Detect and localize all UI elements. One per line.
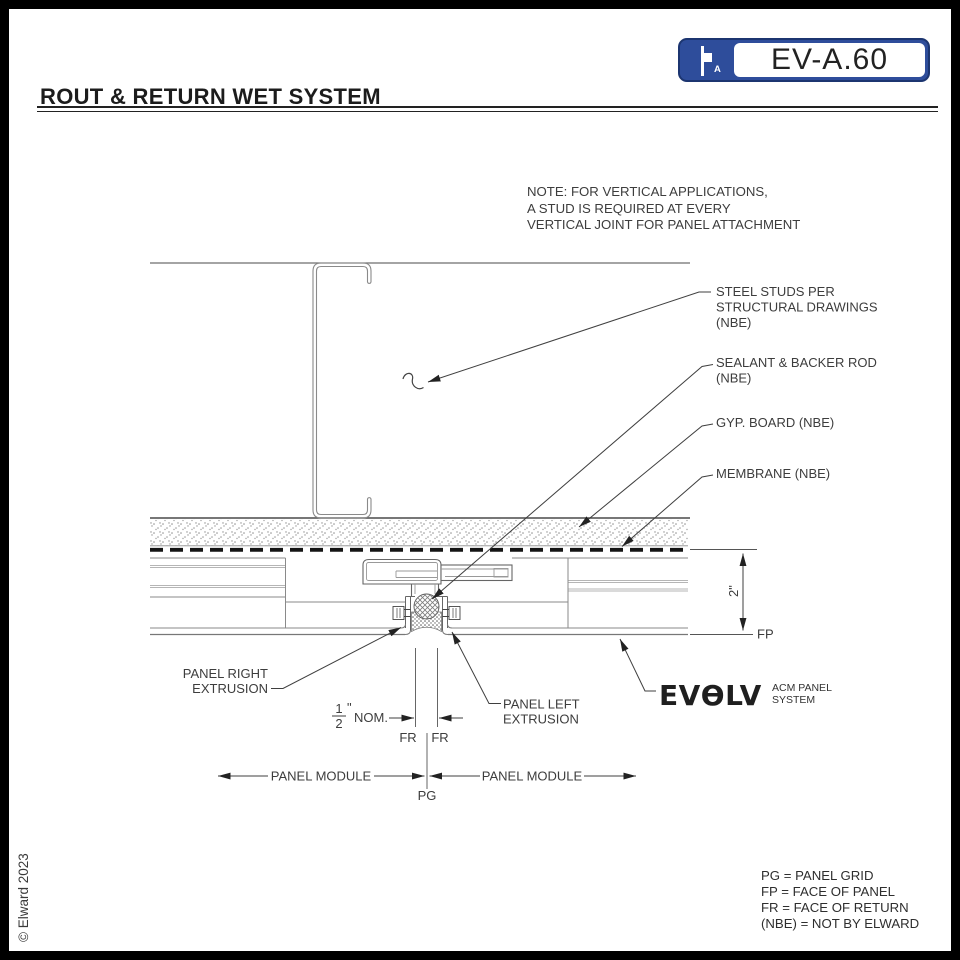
note-line: NOTE: FOR VERTICAL APPLICATIONS, [527,184,768,199]
callout-leaders [271,292,713,704]
gyp-board-stipple [150,520,688,546]
panel-right-extrusion-label: EXTRUSION [192,681,268,696]
panel-module-left-label: PANEL MODULE [270,768,372,784]
break-mark-squiggle [403,373,424,388]
dimensions [218,550,774,804]
steel-studs-label: STRUCTURAL DRAWINGS [716,299,878,315]
callout-labels [183,284,878,727]
wall-section [150,263,690,518]
membrane-label: MEMBRANE (NBE) [716,466,831,481]
panel-left-extrusion-label: EXTRUSION [503,711,579,727]
acm-panel-leader [620,639,656,691]
legend-line: FR = FACE OF RETURN [761,900,909,915]
gyp-board-layer [150,520,688,546]
joint-width-denominator: 2 [335,716,343,731]
panel-right-extrusion-leader [271,628,401,689]
depth-dimension: 2" [726,585,741,597]
left-extrusion-body [441,565,512,581]
evolv-tagline: ACM PANEL [772,682,832,694]
panel-module-right-label: PANEL MODULE [481,768,583,784]
panel-face-lines [150,628,688,635]
panel-left-extrusion-leader [452,632,501,704]
copyright-text: © Elward 2023 [16,853,31,942]
sealant-label: (NBE) [716,370,752,386]
stud-outer-line [313,263,371,518]
detail-marker-letter: A [714,64,721,75]
evolv-wordmark: EVƟLV [659,679,762,712]
pg-label: PG [417,788,437,803]
gyp-board-leader [579,424,713,527]
fastener-left [393,607,411,620]
evolv-logo [659,679,832,712]
note-line: A STUD IS REQUIRED AT EVERY [527,200,731,216]
joint-extrusion-detail [363,560,512,635]
detail-number: EV-A.60 [770,43,889,76]
fr-left-label: FR [399,730,417,745]
legend-line: FP = FACE OF PANEL [761,884,895,899]
gyp-board-label: GYP. BOARD (NBE) [716,415,835,430]
steel-stud-profile [313,263,371,518]
stud-lip-caps [368,282,372,499]
sealant-leader [432,365,713,600]
panel-left-extrusion-label: PANEL LEFT [503,696,580,712]
steel-studs-label: (NBE) [716,315,752,330]
joint-width-suffix: NOM. [354,710,388,725]
fp-label: FP [757,626,774,642]
legend-line: (NBE) = NOT BY ELWARD [761,916,920,931]
sealant-label: SEALANT & BACKER ROD [716,355,877,370]
evolv-tagline: SYSTEM [772,694,816,706]
fastener-right [443,607,461,620]
panel-right-extrusion-label: PANEL RIGHT [182,666,268,681]
page-title: ROUT & RETURN WET SYSTEM [40,84,381,109]
steel-studs-label: STEEL STUDS PER [716,284,835,299]
note-line: VERTICAL JOINT FOR PANEL ATTACHMENT [527,217,801,232]
stud-inner-line [317,267,368,515]
joint-width-numerator: 1 [335,701,343,716]
fr-right-label: FR [431,730,449,745]
joint-width-unit: " [347,700,352,715]
legend-line: PG = PANEL GRID [761,868,874,883]
steel-studs-leader [428,292,711,382]
